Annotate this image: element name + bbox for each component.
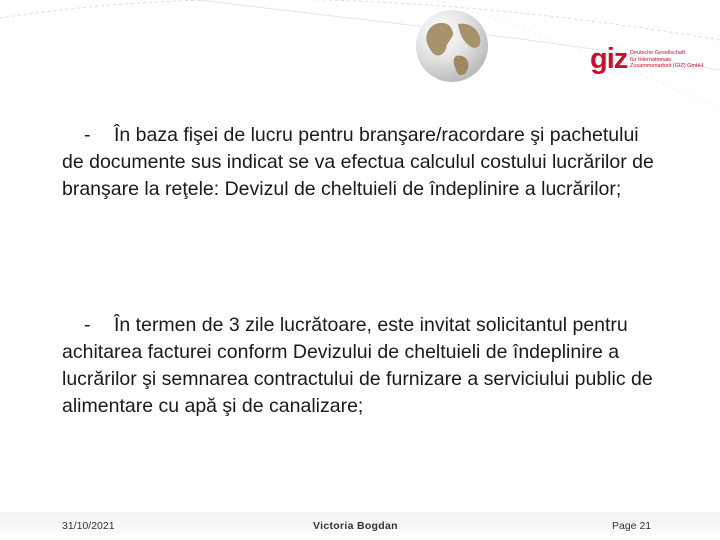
paragraph-bullet-2 xyxy=(62,312,662,420)
bullet-dash: - xyxy=(84,124,91,146)
logo-tagline-line: Zusammenarbeit (GIZ) GmbH xyxy=(630,63,704,69)
logo-wordmark: giz xyxy=(590,43,628,75)
logo-tagline xyxy=(630,50,710,70)
bullet-dash: - xyxy=(84,314,91,336)
footer-page-number: Page 21 xyxy=(612,520,652,532)
footer-author: Victoria Bogdan xyxy=(313,520,398,532)
logo-tagline-line: Deutsche Gesellschaft xyxy=(630,50,686,56)
paragraph-bullet-1 xyxy=(62,122,662,203)
globe-icon xyxy=(412,6,492,86)
paragraph-text: În termen de 3 zile lucrătoare, este invitat solicitantul pentru achitarea facturei conform Devizului de cheltuieli de îndeplinire a lucrărilor şi semnarea contractului de furnizare a serviciului public de alimentare cu apă şi de canalizare; xyxy=(62,314,653,417)
paragraph-text: În baza fişei de lucru pentru branşare/racordare şi pachetului de documente sus indicat se va efectua calculul costului lucrărilor de branşare la reţele: Devizul de cheltuieli de îndeplinire a lucrărilor; xyxy=(62,124,654,200)
footer-date: 31/10/2021 xyxy=(62,520,115,532)
logo-tagline-line: für Internationale xyxy=(630,56,672,63)
